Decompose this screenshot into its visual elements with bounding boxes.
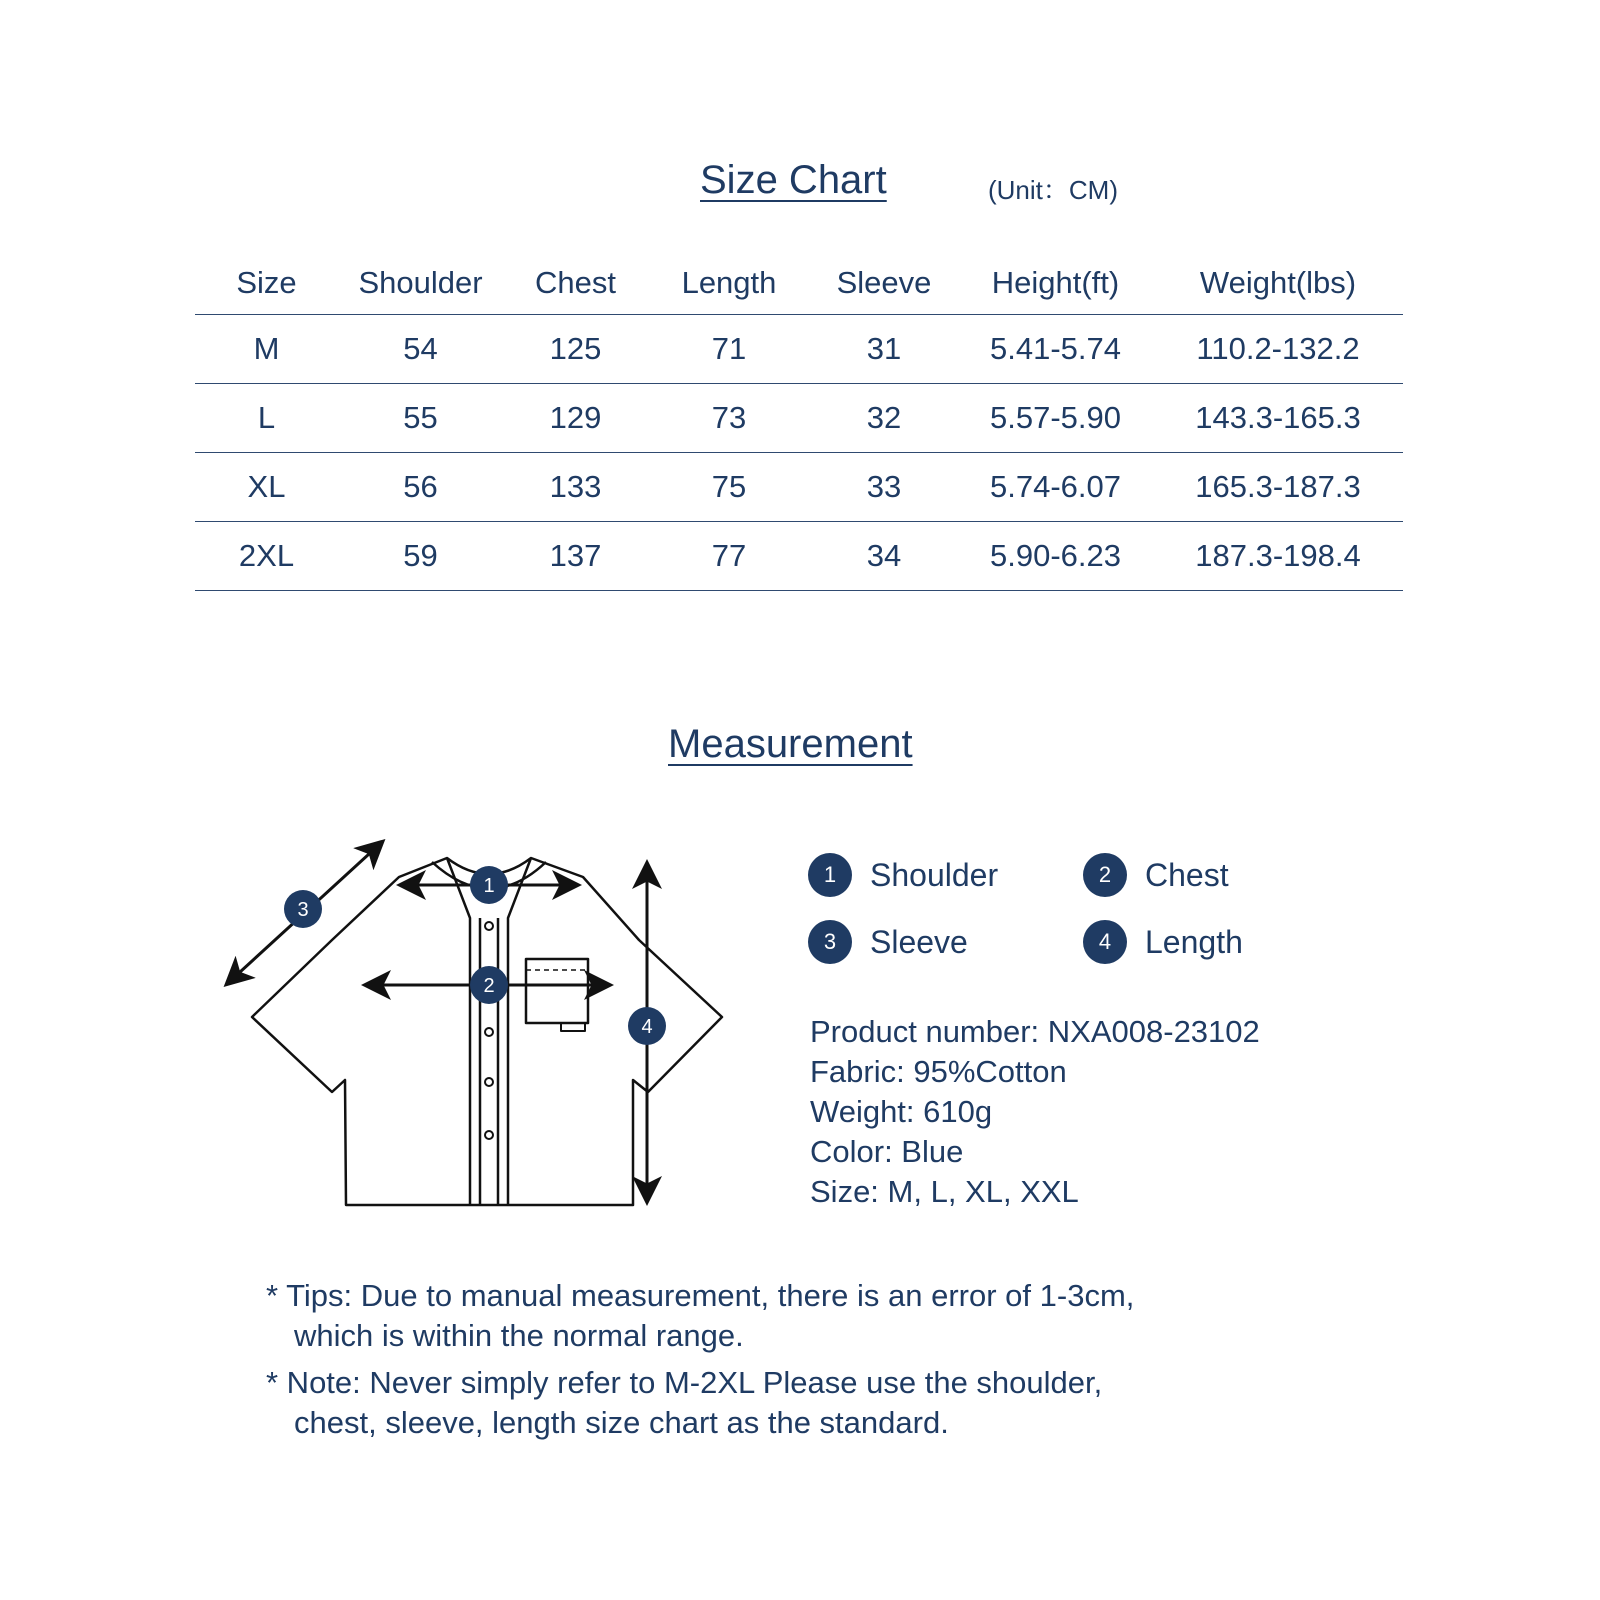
header-sleeve: Sleeve	[810, 252, 958, 315]
unit-label: (Unit：CM)	[988, 175, 1118, 205]
table-cell: 5.57-5.90	[958, 384, 1153, 453]
table-cell: M	[195, 315, 338, 384]
tips-line-2: which is within the normal range.	[294, 1318, 744, 1353]
table-row	[195, 315, 1403, 384]
table-cell: XL	[195, 453, 338, 522]
header-length: Length	[648, 252, 810, 315]
size-chart-title: Size Chart	[700, 158, 887, 202]
marker-4-number: 4	[641, 1016, 653, 1038]
table-cell: 125	[503, 315, 648, 384]
table-row	[195, 453, 1403, 522]
table-header-row	[195, 252, 1403, 315]
note-line-1: * Note: Never simply refer to M-2XL Please use the shoulder,	[266, 1365, 1103, 1400]
product-color: Color: Blue	[810, 1134, 964, 1169]
product-info	[810, 1012, 1260, 1212]
table-cell: L	[195, 384, 338, 453]
product-size: Size: M, L, XL, XXL	[810, 1174, 1079, 1209]
table-cell: 5.74-6.07	[958, 453, 1153, 522]
table-cell: 54	[338, 315, 503, 384]
header-size: Size	[195, 252, 338, 315]
legend-label: Shoulder	[870, 856, 999, 893]
header-shoulder: Shoulder	[338, 252, 503, 315]
product-weight: Weight: 610g	[810, 1094, 993, 1129]
product-number: Product number: NXA008-23102	[810, 1014, 1260, 1049]
table-cell: 59	[338, 522, 503, 591]
table-cell: 133	[503, 453, 648, 522]
table-cell: 137	[503, 522, 648, 591]
legend-number: 3	[808, 920, 852, 964]
table-cell: 77	[648, 522, 810, 591]
measurement-title: Measurement	[668, 722, 913, 766]
table-cell: 56	[338, 453, 503, 522]
note-line-2: chest, sleeve, length size chart as the standard.	[294, 1405, 949, 1440]
table-cell: 73	[648, 384, 810, 453]
table-cell: 165.3-187.3	[1153, 453, 1403, 522]
tips-note	[266, 1276, 1134, 1356]
legend-chest	[1083, 853, 1229, 897]
table-cell: 71	[648, 315, 810, 384]
table-row	[195, 522, 1403, 591]
product-fabric: Fabric: 95%Cotton	[810, 1054, 1067, 1089]
table-cell: 32	[810, 384, 958, 453]
table-cell: 143.3-165.3	[1153, 384, 1403, 453]
table-cell: 75	[648, 453, 810, 522]
legend-number: 2	[1083, 853, 1127, 897]
table-cell: 2XL	[195, 522, 338, 591]
shirt-diagram	[215, 825, 735, 1225]
table-cell: 110.2-132.2	[1153, 315, 1403, 384]
header-chest: Chest	[503, 252, 648, 315]
tips-line-1: * Tips: Due to manual measurement, there is an error of 1-3cm,	[266, 1278, 1135, 1313]
legend-number: 1	[808, 853, 852, 897]
marker-1-number: 1	[483, 875, 495, 897]
legend-sleeve	[808, 920, 968, 964]
legend-shoulder	[808, 853, 998, 897]
size-table	[195, 252, 1403, 591]
header-weight: Weight(lbs)	[1153, 252, 1403, 315]
header-height: Height(ft)	[958, 252, 1153, 315]
legend-label: Length	[1145, 923, 1243, 960]
table-cell: 5.90-6.23	[958, 522, 1153, 591]
table-cell: 55	[338, 384, 503, 453]
table-cell: 5.41-5.74	[958, 315, 1153, 384]
table-cell: 129	[503, 384, 648, 453]
table-cell: 31	[810, 315, 958, 384]
standard-note	[266, 1363, 1102, 1443]
table-cell: 33	[810, 453, 958, 522]
table-cell: 34	[810, 522, 958, 591]
table-row	[195, 384, 1403, 453]
legend-length	[1083, 920, 1243, 964]
legend-number: 4	[1083, 920, 1127, 964]
legend-label: Chest	[1145, 856, 1229, 893]
table-cell: 187.3-198.4	[1153, 522, 1403, 591]
legend-label: Sleeve	[870, 923, 968, 960]
marker-3-number: 3	[297, 899, 309, 921]
marker-2-number: 2	[483, 975, 495, 997]
